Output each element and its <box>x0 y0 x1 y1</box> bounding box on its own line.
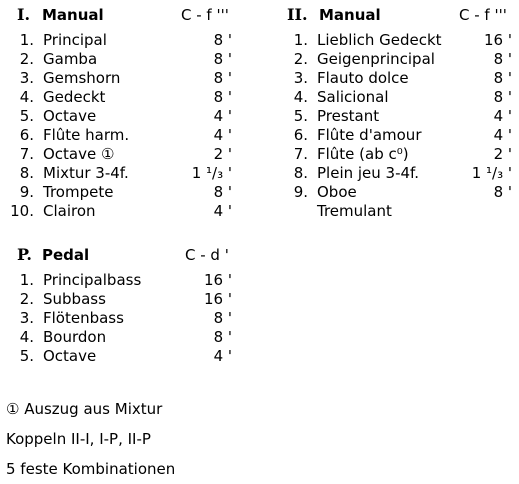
stop-name: Plein jeu 3-4f. <box>317 164 420 182</box>
stop-row <box>0 88 245 107</box>
stop-row <box>0 107 245 126</box>
stop-name: Flûte (ab c⁰) <box>317 145 409 163</box>
stop-number: 4. <box>293 88 308 106</box>
stop-name: Lieblich Gedeckt <box>317 31 442 49</box>
stop-number: 4. <box>19 88 34 106</box>
stop-name: Mixtur 3-4f. <box>43 164 129 182</box>
stop-pitch: 2 ' <box>213 145 232 163</box>
stop-row <box>274 202 519 221</box>
manual-2-stop-list <box>274 31 519 221</box>
stop-pitch: 4 ' <box>493 126 512 144</box>
stop-row <box>274 145 519 164</box>
stop-row <box>0 347 245 366</box>
stop-number: 1. <box>19 31 34 49</box>
stop-row <box>0 31 245 50</box>
stop-number: 5. <box>293 107 308 125</box>
stop-number: 10. <box>10 202 34 220</box>
stop-name: Geigenprincipal <box>317 50 435 68</box>
stop-pitch: 4 ' <box>213 126 232 144</box>
stop-pitch: 8 ' <box>493 88 512 106</box>
stop-row <box>0 271 245 290</box>
stop-pitch: 8 ' <box>213 328 232 346</box>
stop-row <box>274 50 519 69</box>
stop-name: Gamba <box>43 50 98 68</box>
stop-name: Principalbass <box>43 271 142 289</box>
stop-number: 9. <box>293 183 308 201</box>
stop-name: Oboe <box>317 183 357 201</box>
stop-name: Trompete <box>43 183 114 201</box>
stop-number: 2. <box>19 50 34 68</box>
stop-pitch: 8 ' <box>493 183 512 201</box>
stop-name: Tremulant <box>317 202 392 220</box>
stop-number: 3. <box>293 69 308 87</box>
stop-row <box>274 164 519 183</box>
manual-1-number: I. <box>17 5 31 24</box>
manual-1-title: Manual <box>42 6 104 24</box>
stop-number: 9. <box>19 183 34 201</box>
manual-1-section <box>0 6 245 221</box>
manual-2-section <box>274 6 519 221</box>
pedal-range: C - d ' <box>185 246 229 264</box>
stop-number: 6. <box>293 126 308 144</box>
manual-2-number: II. <box>287 5 308 24</box>
stop-pitch: 16 ' <box>204 271 232 289</box>
manual-1-stop-list <box>0 31 245 221</box>
stop-name: Subbass <box>43 290 106 308</box>
manual-1-header <box>0 6 245 28</box>
stop-number: 7. <box>293 145 308 163</box>
stop-pitch: 1 ¹/₃ ' <box>191 164 232 182</box>
stop-row <box>0 126 245 145</box>
stop-number: 1. <box>293 31 308 49</box>
stop-number: 2. <box>19 290 34 308</box>
stop-number: 3. <box>19 69 34 87</box>
stop-name: Octave ① <box>43 145 115 163</box>
stop-row <box>0 164 245 183</box>
stop-number: 4. <box>19 328 34 346</box>
stop-number: 6. <box>19 126 34 144</box>
stop-pitch: 8 ' <box>213 31 232 49</box>
stop-number: 3. <box>19 309 34 327</box>
stop-row <box>274 126 519 145</box>
stop-pitch: 8 ' <box>213 309 232 327</box>
stop-row <box>0 145 245 164</box>
pedal-header <box>0 246 245 268</box>
pedal-number: P. <box>17 245 32 264</box>
stop-number: 5. <box>19 347 34 365</box>
manual-2-header <box>274 6 519 28</box>
stop-pitch: 1 ¹/₃ ' <box>471 164 512 182</box>
manual-2-title: Manual <box>319 6 381 24</box>
stop-row <box>274 88 519 107</box>
stop-name: Flûte harm. <box>43 126 130 144</box>
combinations-note: 5 feste Kombinationen <box>6 460 176 478</box>
stop-name: Principal <box>43 31 107 49</box>
stop-pitch: 8 ' <box>213 183 232 201</box>
stop-name: Flötenbass <box>43 309 124 327</box>
stop-row <box>0 290 245 309</box>
stop-number: 8. <box>19 164 34 182</box>
pedal-stop-list <box>0 271 245 366</box>
stop-row <box>0 309 245 328</box>
stop-pitch: 16 ' <box>484 31 512 49</box>
stop-pitch: 8 ' <box>213 88 232 106</box>
manual-1-range: C - f ''' <box>181 6 229 24</box>
stop-pitch: 8 ' <box>213 50 232 68</box>
stop-pitch: 4 ' <box>213 202 232 220</box>
stop-pitch: 4 ' <box>213 107 232 125</box>
stop-row <box>274 107 519 126</box>
stop-name: Salicional <box>317 88 389 106</box>
pedal-section <box>0 246 245 366</box>
stop-row <box>0 328 245 347</box>
stop-row <box>0 50 245 69</box>
stop-name: Gemshorn <box>43 69 121 87</box>
stop-pitch: 2 ' <box>493 145 512 163</box>
stop-name: Clairon <box>43 202 96 220</box>
footnote-mixtur: ① Auszug aus Mixtur <box>6 400 163 418</box>
couplers-note: Koppeln II-I, I-P, II-P <box>6 430 151 448</box>
stop-row <box>274 183 519 202</box>
stop-name: Flauto dolce <box>317 69 409 87</box>
stop-name: Gedeckt <box>43 88 106 106</box>
stop-number: 7. <box>19 145 34 163</box>
stop-pitch: 8 ' <box>213 69 232 87</box>
stop-row <box>274 69 519 88</box>
stop-number: 8. <box>293 164 308 182</box>
stop-name: Bourdon <box>43 328 107 346</box>
stop-number: 1. <box>19 271 34 289</box>
stop-row <box>0 183 245 202</box>
stop-row <box>0 69 245 88</box>
pedal-title: Pedal <box>42 246 90 264</box>
stop-pitch: 16 ' <box>204 290 232 308</box>
stop-pitch: 4 ' <box>213 347 232 365</box>
stop-name: Octave <box>43 107 97 125</box>
stop-pitch: 8 ' <box>493 50 512 68</box>
stop-number: 2. <box>293 50 308 68</box>
stop-name: Prestant <box>317 107 380 125</box>
stop-pitch: 4 ' <box>493 107 512 125</box>
stop-row <box>274 31 519 50</box>
stop-name: Flûte d'amour <box>317 126 422 144</box>
manual-2-range: C - f ''' <box>459 6 507 24</box>
stop-name: Octave <box>43 347 97 365</box>
stop-pitch: 8 ' <box>493 69 512 87</box>
stop-number: 5. <box>19 107 34 125</box>
stop-row <box>0 202 245 221</box>
